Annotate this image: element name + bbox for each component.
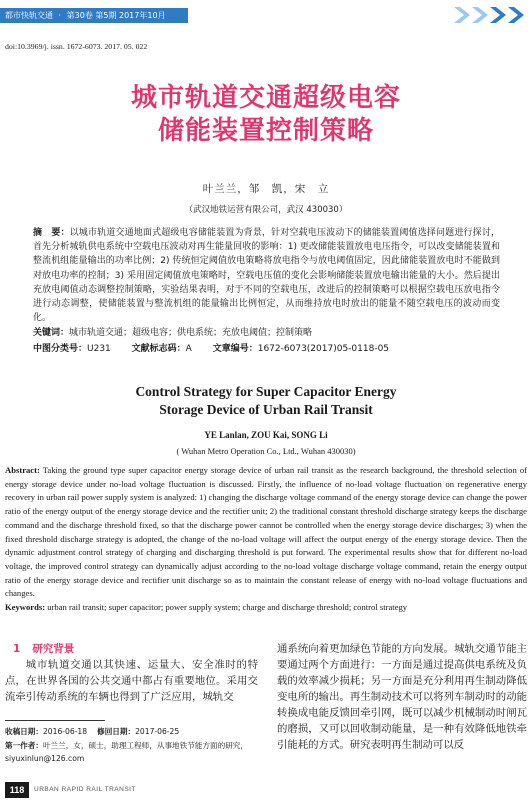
keywords-en-text: urban rail transit; super capacitor; power supply system; charge and discharge threshold; control strategy (47, 602, 408, 613)
article-number (213, 344, 389, 354)
section-heading (5, 641, 258, 657)
abstract-en-label: Abstract: (5, 465, 40, 475)
clc-number (33, 344, 111, 354)
paper-title-en (0, 383, 532, 419)
article-number-label: 文章编号： (212, 343, 258, 354)
doc-code-label: 文献标志码： (131, 343, 186, 354)
keywords-cn-label: 关键词： (33, 328, 70, 339)
header-separator: · (58, 11, 62, 20)
footnote-dates (5, 725, 258, 739)
abstract-en (5, 464, 527, 601)
paper-title-cn (0, 82, 532, 148)
clc-value: U231 (87, 343, 111, 354)
keywords-cn (33, 326, 500, 340)
doc-code-value: A (185, 343, 192, 354)
article-number-value: 1672-6073(2017)05-0118-05 (257, 343, 390, 354)
footnote (5, 725, 258, 777)
revised-label: 修回日期： (97, 727, 136, 736)
keywords-cn-text: 城市轨道交通；超级电容；供电系统；充放电阈值；控制策略 (69, 328, 313, 339)
section-title: 研究背景 (32, 643, 75, 655)
running-header (0, 8, 188, 23)
abstract-cn (33, 226, 500, 325)
section-number: 1 (13, 643, 21, 655)
keywords-en-label: Keywords: (5, 602, 46, 613)
title-en-line1: Control Strategy for Super Capacitor Energy (135, 384, 397, 399)
affiliation-en: ( Wuhan Metro Operation Co., Ltd., Wuhan 430030) (176, 446, 356, 456)
first-author-info: 叶兰兰，女，硕士，助理工程师，从事地铁节能方面的研究，siyuxinlun@126.com (5, 740, 248, 763)
first-author-label: 第一作者： (5, 740, 43, 750)
abstract-cn-text: 以城市轨道交通地面式超级电容储能装置为背景，针对空载电压波动下的储能装置阈值选择问题进行探讨，首先分析城轨供电系统中空载电压波动对再生能量回收的影响：1) 更改储能装置放电电压指令，可以改变储能装置和整流机组能量输出的功率比例；2) 传统恒定阈值放电策略将放电指令与放电阈值固定，因此储能装置放电时不能做到对放电功率的控制；3) 采用固定阈值放电策略时，空载电压值的变化会影响储能装置放电输出能量的大小。然后提出充放电阈值动态调整控制策略，实验结果表明，对于不同的空载电压，改进后的控制策略可以根据空载电压放电指令进行动态调整，使储能装置与整流机组的能量输出比例恒定，从而维持放电时放出的能量不随空载电压的波动而变化。 (33, 228, 500, 324)
received-date: 2016-06-18 (42, 727, 88, 736)
revised-date: 2017-06-25 (135, 727, 180, 736)
footnote-divider (5, 720, 105, 721)
authors-cn: 叶兰兰，邹 凯，宋 立 (202, 183, 330, 195)
authors-en: YE Lanlan, ZOU Kai, SONG Li (204, 430, 328, 440)
title-cn-line2: 储能装置控制策略 (157, 116, 374, 146)
chevron-arrows-icon (452, 5, 528, 25)
title-cn-line1: 城市轨道交通超级电容 (130, 83, 401, 113)
doc-code (132, 344, 192, 354)
header-journal: 都市快轨交通 (5, 11, 53, 20)
keywords-en (5, 601, 527, 615)
body-paragraph-left: 城市轨道交通以其快速、运量大、安全准时的特点，在世界各国的公共交通中都占有重要地位。采用交流牵引传动系统的车辆也得到了广泛应用，城轨交 (5, 659, 258, 703)
header-issue: 第30卷 第5期 2017年10月 (66, 11, 166, 20)
abstract-en-block (5, 464, 527, 636)
received-label: 收稿日期： (5, 727, 43, 736)
title-en-line2: Storage Device of Urban Rail Transit (159, 402, 373, 417)
abstract-cn-label: 摘 要： (33, 228, 70, 238)
footnote-author (5, 739, 258, 766)
footer-journal-name: URBAN RAPID RAIL TRANSIT (34, 786, 136, 793)
page-number: 118 (5, 782, 29, 798)
classification-line (33, 342, 500, 356)
body-column-left (5, 641, 258, 717)
body-column-right (277, 641, 527, 776)
body-paragraph-right: 通系统向着更加绿色节能的方向发展。城轨交通节能主要通过两个方面进行：一方面是通过提高供电系统及负载的效率减少损耗；另一方面是充分利用再生制动降低变电所的输出。再生制动技术可以将列车制动时的动能转换成电能反馈回牵引网，既可以减少机械制动时闸瓦的磨损，又可以回收制动能量，是一种有效降低地铁牵引能耗的方式。研究表明再生制动可以反 (277, 643, 527, 751)
abstract-en-text: Taking the ground type super capacitor energy storage device of urban rail transit as the research background, the threshold selection of energy storage device under no-load voltage fluctuation is discussed. Firstly, the influence of no-load voltage fluctuation on regenerative energy recovery in urban rail power supply system is analyzed: 1) changing the discharge voltage command of the energy storage device can change the power ratio of the energy output of the energy storage device and the rectifier unit; 2) the traditional constant threshold discharge strategy keeps the discharge command and the discharge threshold fixed, so that the discharge power cannot be controlled when the energy storage device discharges; 3) when the fixed threshold discharge strategy is adopted, the change of the no-load voltage will affect the output energy of the energy storage device. Then the dynamic adjustment control strategy of charging and discharging threshold is put forward. The experimental results show that for different no-load voltage, the improved control strategy can dynamically adjust according to the no-load voltage discharge voltage command, retain the energy output ratio of the energy storage device and rectifier unit discharge so as to maintain the constant release of energy with no-load voltage fluctuations and changes. (5, 465, 527, 599)
clc-label: 中图分类号： (33, 343, 88, 354)
affiliation-cn: （武汉地铁运营有限公司，武汉 430030） (184, 205, 348, 215)
doi: doi:10.3969/j. issn. 1672-6073. 2017. 05. 022 (5, 42, 148, 51)
abstract-cn-block (33, 226, 500, 371)
